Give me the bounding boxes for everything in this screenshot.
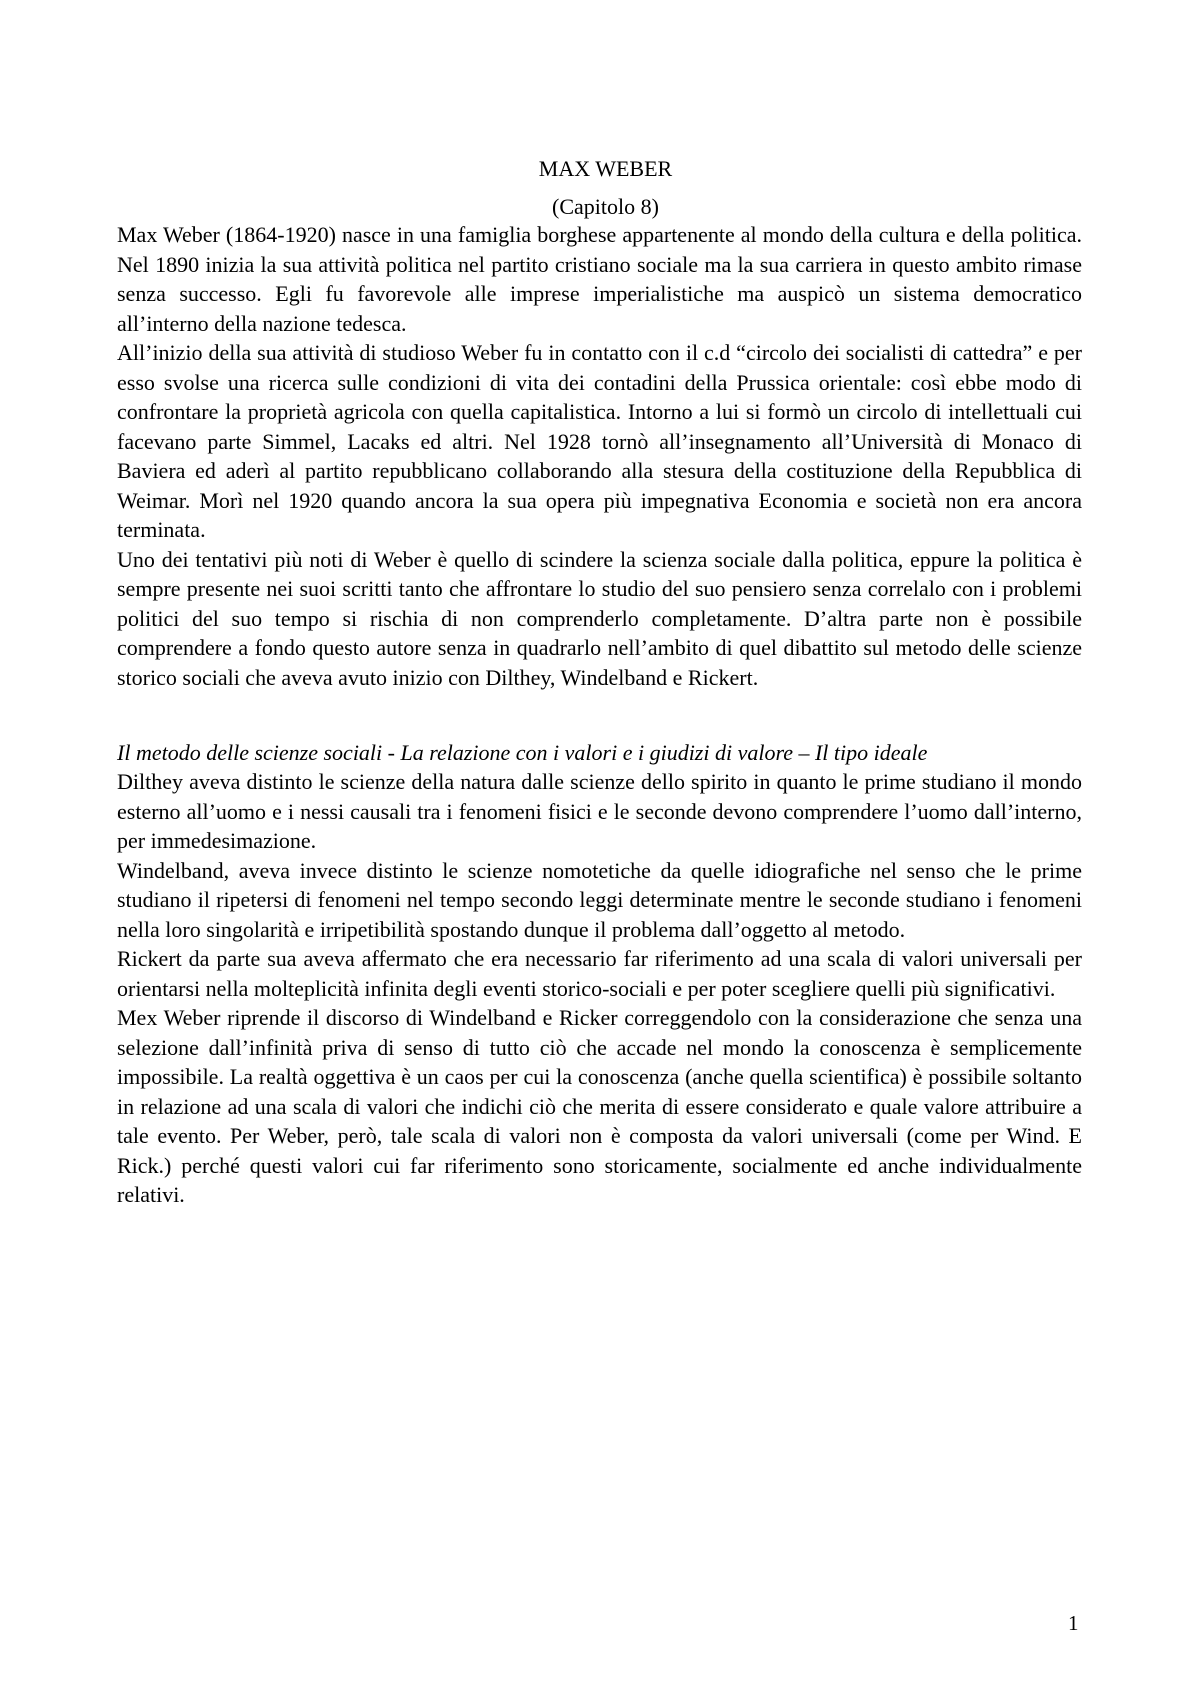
paragraph-politics-and-method: Uno dei tentativi più noti di Weber è quello di scindere la scienza sociale dalla politica, eppure la politica è sempre presente nei suoi scritti tanto che affrontare lo studio del suo pensiero senza correlalo con i problemi politici del suo tempo si rischia di non comprenderlo completamente. D’altra parte non è possibile comprendere a fondo questo autore senza in quadrarlo nell’ambito di quel dibattito sul metodo delle scienze storico sociali che aveva avuto inizio con Dilthey, Windelband e Rickert. — [117, 546, 1082, 690]
section-heading: Il metodo delle scienze sociali - La relazione con i valori e i giudizi di valore – Il tipo ideale — [117, 740, 928, 765]
paragraph-biography: Max Weber (1864-1920) nasce in una famiglia borghese appartenente al mondo della cultura e della politica. Nel 1890 inizia la sua attività politica nel partito cristiano sociale ma la sua carriera in questo ambito rimase senza successo. Egli fu favorevole alle imprese imperialistiche ma auspicò un sistema democratico all’interno della nazione tedesca. — [117, 222, 1082, 336]
text-column — [117, 156, 1082, 1210]
document-title: MAX WEBER — [538, 156, 673, 181]
paragraph-weber-values: Mex Weber riprende il discorso di Windelband e Ricker correggendolo con la considerazione che senza una selezione dall’infinità priva di senso di tutto ciò che accade nel mondo la conoscenza è semplicemente impossibile. La realtà oggettiva è un caos per cui la conoscenza (anche quella scientifica) è possibile soltanto in relazione ad una scala di valori che indichi ciò che merita di essere considerato e quale valore attribuire a tale evento. Per Weber, però, tale scala di valori non è composta da valori universali (come per Wind. E Rick.) perché questi valori cui far riferimento sono storicamente, socialmente ed anche individualmente relativi. — [117, 1005, 1082, 1207]
paragraph-windelband: Windelband, aveva invece distinto le scienze nomotetiche da quelle idiografiche nel senso che le prime studiano il ripetersi di fenomeni nel tempo secondo leggi determinate mentre le seconde studiano i fenomeni nella loro singolarità e irripetibilità spostando dunque il problema dall’oggetto al metodo. — [117, 857, 1082, 942]
paragraph-dilthey: Dilthey aveva distinto le scienze della natura dalle scienze dello spirito in quanto le prime studiano il mondo esterno all’uomo e i nessi causali tra i fenomeni fisici e le seconde devono comprendere l’uomo dall’interno, per immedesimazione. — [117, 769, 1082, 853]
page-number: 1 — [1068, 1611, 1079, 1635]
paragraph-rickert: Rickert da parte sua aveva affermato che era necessario far riferimento ad una scala di valori universali per orientarsi nella molteplicità infinita degli eventi storico-sociali e per poter scegliere quelli più significativi. — [117, 946, 1082, 1001]
document-subtitle: (Capitolo 8) — [552, 194, 659, 219]
paragraph-career: All’inizio della sua attività di studioso Weber fu in contatto con il c.d “circolo dei socialisti di cattedra” e per esso svolse una ricerca sulle condizioni di vita dei contadini della Prussica orientale: così ebbe modo di confrontare la proprietà agricola con quella capitalistica. Intorno a lui si formò un circolo di intellettuali cui facevano parte Simmel, Lacaks ed altri. Nel 1928 tornò all’insegnamento all’Università di Monaco di Baviera ed aderì al partito repubblicano collaborando alla stesura della costituzione della Repubblica di Weimar. Morì nel 1920 quando ancora la sua opera più impegnativa Economia e società non era ancora terminata. — [117, 340, 1082, 542]
